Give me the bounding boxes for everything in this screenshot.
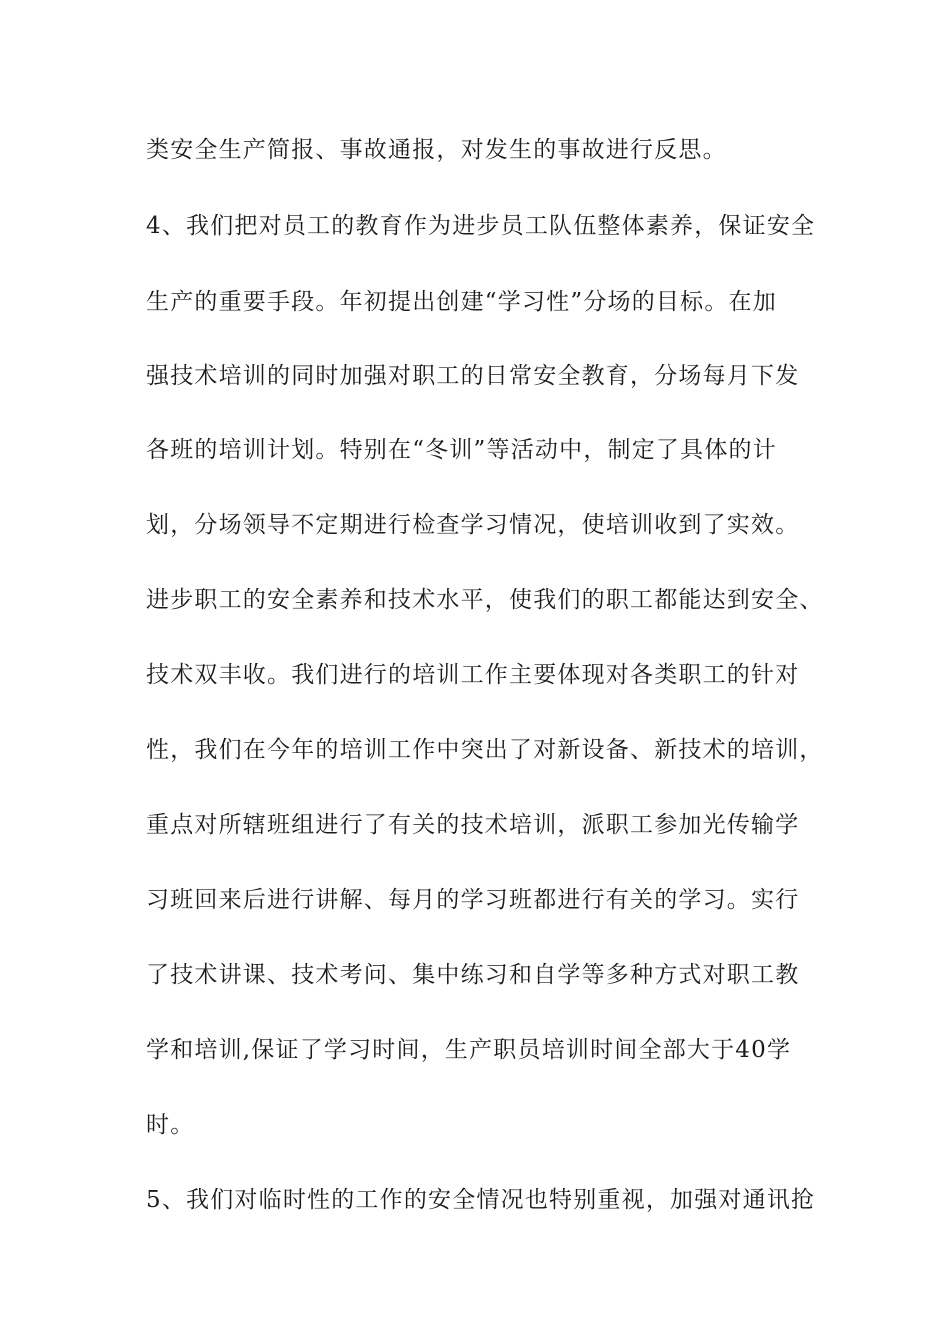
text-line: 学和培训,保证了学习时间，生产职员培训时间全部大于40学 bbox=[146, 1037, 792, 1063]
text-line: 5、我们对临时性的工作的安全情况也特别重视，加强对通讯抢 bbox=[146, 1187, 816, 1213]
text-line: 技术双丰收。我们进行的培训工作主要体现对各类职工的针对 bbox=[146, 662, 800, 688]
text-line: 习班回来后进行讲解、每月的学习班都进行有关的学习。实行 bbox=[146, 887, 800, 913]
text-line: 4、我们把对员工的教育作为进步员工队伍整体素养，保证安全 bbox=[146, 213, 816, 239]
text-line: 重点对所辖班组进行了有关的技术培训，派职工参加光传输学 bbox=[146, 812, 800, 838]
text-line: 性，我们在今年的培训工作中突出了对新设备、新技术的培训， bbox=[146, 737, 824, 763]
text-line: 时。 bbox=[146, 1112, 195, 1138]
text-line: 进步职工的安全素养和技术水平，使我们的职工都能达到安全、 bbox=[146, 587, 824, 613]
text-line: 强技术培训的同时加强对职工的日常安全教育，分场每月下发 bbox=[146, 363, 800, 389]
text-line: 了技术讲课、技术考问、集中练习和自学等多种方式对职工教 bbox=[146, 962, 800, 988]
text-line: 生产的重要手段。年初提出创建“学习性”分场的目标。在加 bbox=[146, 289, 777, 315]
text-line: 类安全生产简报、事故通报，对发生的事故进行反思。 bbox=[146, 137, 727, 163]
text-line: 各班的培训计划。特别在“冬训”等活动中，制定了具体的计 bbox=[146, 437, 777, 463]
text-line: 划，分场领导不定期进行检查学习情况，使培训收到了实效。 bbox=[146, 512, 800, 538]
